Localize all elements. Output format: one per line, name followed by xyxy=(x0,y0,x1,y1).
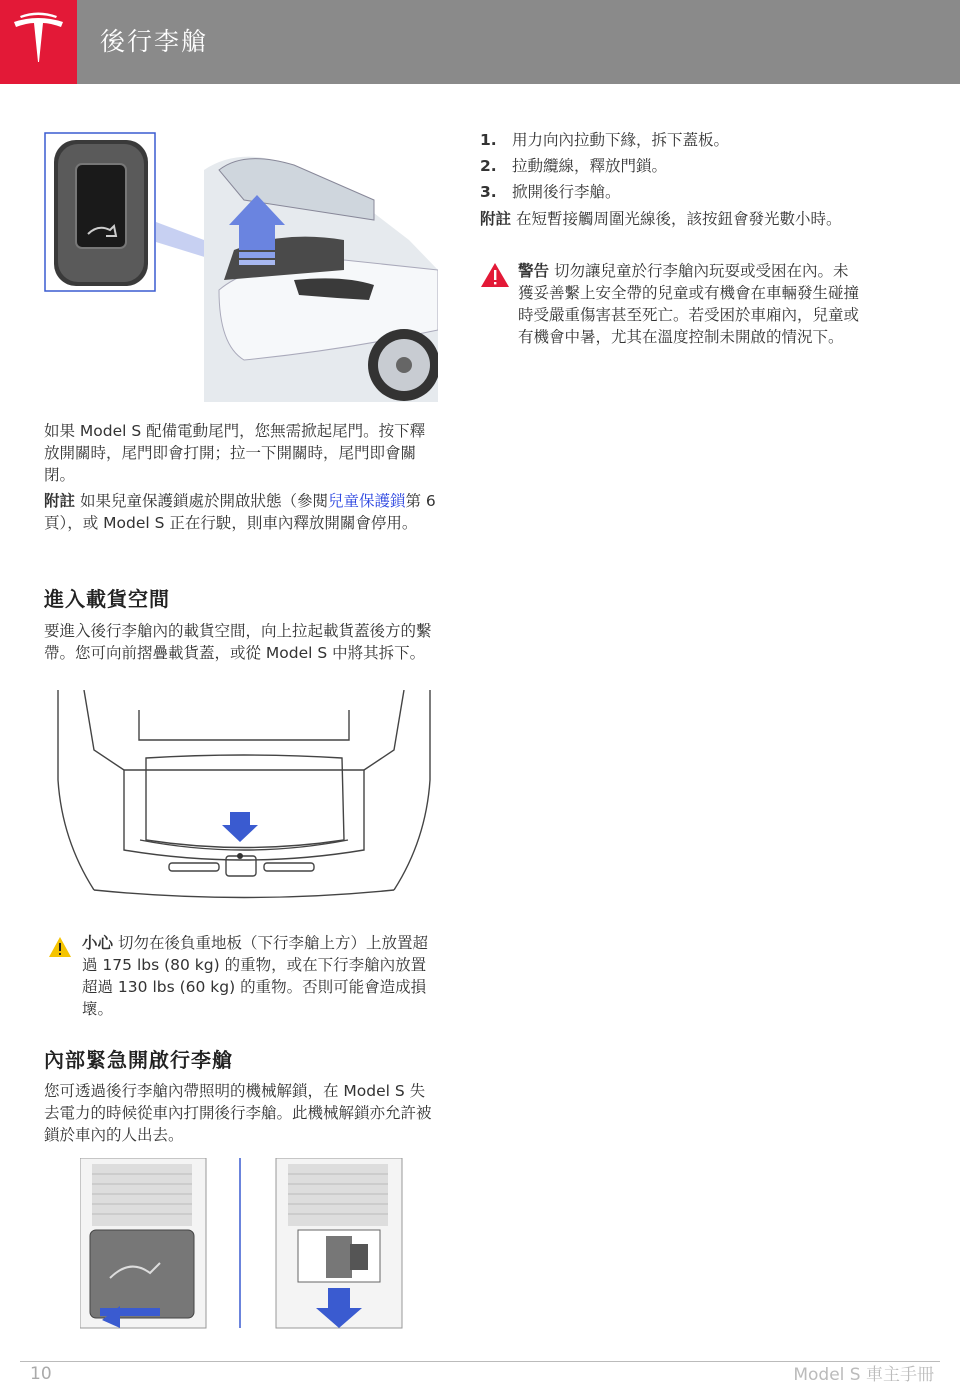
emergency-release-illustration xyxy=(80,1158,420,1333)
heading-emergency-release: 內部緊急開啟行李艙 xyxy=(44,1048,233,1072)
page-title: 後行李艙 xyxy=(100,27,209,56)
caution-icon xyxy=(48,936,72,958)
caution-text xyxy=(82,932,436,1020)
warning-text xyxy=(518,260,860,348)
heading-cargo-access: 進入載貨空間 xyxy=(44,587,170,611)
caution-body: 切勿在後負重地板（下行李艙上方）上放置超過 175 lbs (80 kg) 的重物，或在下行李艙內放置超過 130 lbs (60 kg) 的重物。否則可能會造成損壞。 xyxy=(82,934,428,1018)
paragraph-emergency-release: 您可透過後行李艙內帶照明的機械解鎖，在 Model S 失去電力的時候從車內打開後行李艙。此機械解鎖亦允許被鎖於車內的人出去。 xyxy=(44,1082,432,1144)
step-2 xyxy=(480,155,860,181)
note-child-lock xyxy=(44,490,436,534)
caution-label: 小心 xyxy=(82,934,114,952)
warning-icon xyxy=(480,262,510,288)
page-number: 10 xyxy=(30,1364,52,1384)
warning-label: 警告 xyxy=(518,262,550,280)
paragraph-cargo-access: 要進入後行李艙內的載貨空間，向上拉起載貨蓋後方的繫帶。您可向前摺疊載貨蓋，或從 Model S 中將其拆下。 xyxy=(44,622,432,662)
footer-manual-title: Model S 車主手冊 xyxy=(793,1365,934,1385)
tesla-logo xyxy=(0,0,77,84)
step-1 xyxy=(480,129,860,155)
step-number: 2. xyxy=(480,157,497,175)
paragraph-power-liftgate: 如果 Model S 配備電動尾門，您無需掀起尾門。按下釋放開關時，尾門即會打開；拉一下開關時，尾門即會關閉。 xyxy=(44,422,426,484)
note-label: 附註 xyxy=(44,492,76,510)
step-3 xyxy=(480,181,860,207)
page-header xyxy=(0,0,960,84)
step-number: 3. xyxy=(480,183,497,201)
tesla-logo-icon xyxy=(0,0,77,84)
note-button-glow xyxy=(480,208,860,230)
note-label: 附註 xyxy=(480,210,512,228)
step-text: 掀開後行李艙。 xyxy=(512,183,621,201)
child-lock-link[interactable]: 兒童保護鎖 xyxy=(327,492,406,510)
note-text: 在短暫接觸周圍光線後，該按鈕會發光數小時。 xyxy=(511,210,842,228)
liftgate-illustration xyxy=(44,130,438,402)
step-text: 用力向內拉動下緣，拆下蓋板。 xyxy=(512,131,730,149)
note-text-a: 如果兒童保護鎖處於開啟狀態（參閱 xyxy=(75,492,328,510)
cargo-floor-illustration xyxy=(54,690,434,900)
warning-body: 切勿讓兒童於行李艙內玩耍或受困在內。未獲妥善繫上安全帶的兒童或有機會在車輛發生碰撞時受嚴重傷害甚至死亡。若受困於車廂內，兒童或有機會中暑，尤其在溫度控制未開啟的情況下。 xyxy=(518,262,860,346)
note-text-b: 第 6 頁），或 Model S 正在行駛，則車內釋放開關會停用。 xyxy=(44,492,436,532)
step-text: 拉動纜線，釋放門鎖。 xyxy=(512,157,668,175)
step-number: 1. xyxy=(480,131,497,149)
